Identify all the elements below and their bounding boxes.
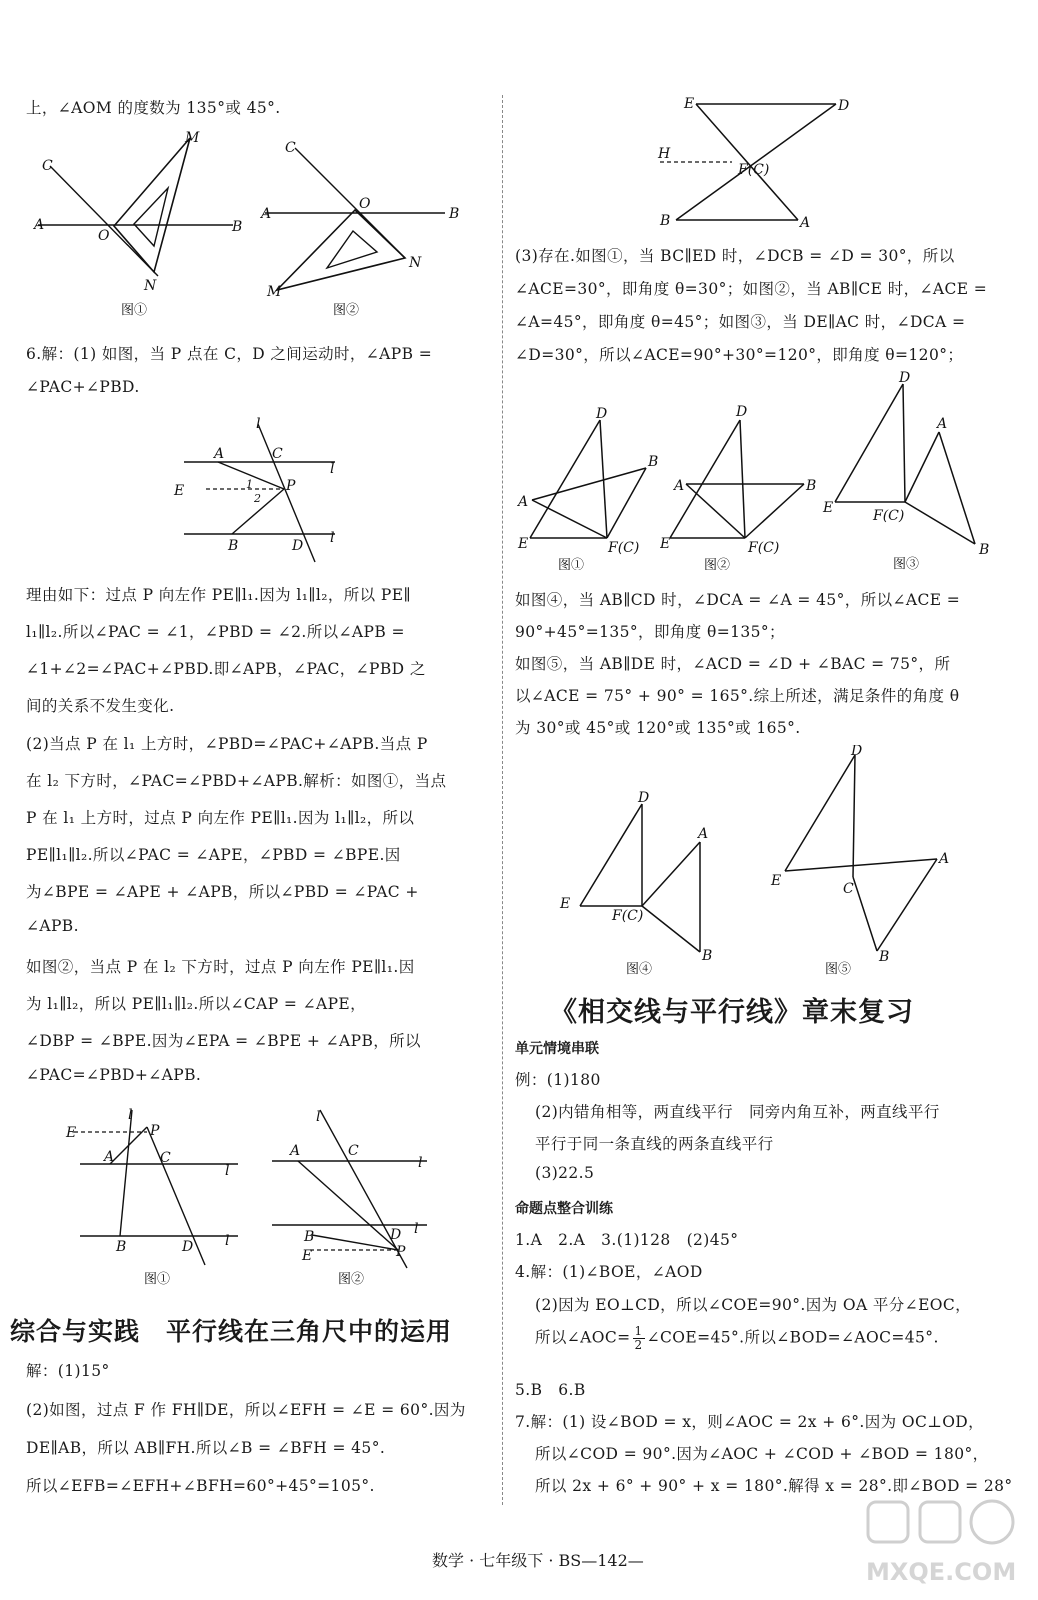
text-line: 所以∠EFB=∠EFH+∠BFH=60°+45°=105°. — [26, 1477, 375, 1495]
svg-text:C: C — [285, 140, 296, 156]
section-title: 综合与实践 平行线在三角尺中的运用 — [10, 1317, 453, 1346]
svg-text:B: B — [232, 219, 243, 235]
svg-text:H: H — [658, 146, 671, 162]
svg-text:l: l — [330, 461, 335, 477]
svg-text:1: 1 — [246, 478, 253, 491]
figure-theta-3 — [815, 368, 1005, 573]
text-line: ∠1+∠2=∠PAC+∠PBD.即∠APB，∠PAC，∠PBD 之 — [26, 660, 426, 678]
figure-caption: 图④ — [626, 962, 653, 977]
text-line: (2)内错角相等，两直线平行 同旁内角互补，两直线平行 — [535, 1103, 940, 1121]
text-line: ∠PAC+∠PBD. — [26, 378, 140, 396]
text-line: 1.A 2.A 3.(1)128 (2)45° — [515, 1231, 739, 1249]
text-line: 间的关系不发生变化. — [26, 697, 175, 715]
svg-text:D: D — [736, 404, 748, 420]
svg-text:E: E — [560, 896, 571, 912]
text-line: 5.B 6.B — [515, 1381, 586, 1399]
svg-text:A: A — [698, 826, 709, 842]
svg-text:l: l — [128, 1107, 133, 1123]
svg-text:D: D — [182, 1239, 194, 1255]
svg-text:E: E — [518, 536, 529, 552]
svg-text:l: l — [316, 1109, 321, 1125]
svg-text:2: 2 — [254, 492, 261, 505]
svg-text:C: C — [272, 446, 283, 462]
subsection-title: 单元情境串联 — [515, 1041, 599, 1057]
svg-text:A: A — [518, 494, 529, 510]
figure-theta-2 — [660, 380, 820, 570]
page-footer: 数学 · 七年级下 · BS—142— — [432, 1551, 644, 1570]
text-line: (2)当点 P 在 l₁ 上方时，∠PBD=∠PAC+∠APB.当点 P — [26, 735, 428, 753]
figure-aom-1 — [28, 128, 258, 320]
text-fragment: ∠COE=45°.所以∠BOD=∠AOC=45°. — [646, 1328, 939, 1347]
svg-text:A: A — [34, 217, 45, 233]
svg-text:l: l — [225, 1233, 230, 1249]
svg-text:A: A — [939, 851, 950, 867]
text-line: ∠APB. — [26, 917, 79, 935]
figure-caption: 图② — [704, 558, 731, 570]
svg-text:D: D — [899, 370, 911, 386]
text-line: 90°+45°=135°，即角度 θ=135°； — [515, 623, 785, 641]
text-line: l₁∥l₂.所以∠PAC = ∠1，∠PBD = ∠2.所以∠APB = — [26, 623, 405, 641]
svg-text:B: B — [702, 948, 713, 964]
svg-text:F(C): F(C) — [612, 908, 644, 924]
text-fragment: 所以∠AOC= — [535, 1328, 631, 1347]
svg-text:A: A — [800, 215, 811, 231]
svg-text:B: B — [116, 1239, 127, 1255]
text-line: 所以∠COD = 90°.因为∠AOC + ∠COD + ∠BOD = 180°， — [535, 1445, 989, 1463]
svg-text:B: B — [979, 542, 990, 558]
svg-text:l: l — [414, 1221, 419, 1237]
svg-text:O: O — [98, 228, 110, 244]
text-line: PE∥l₁∥l₂.所以∠PAC = ∠APE，∠PBD = ∠BPE.因 — [26, 846, 401, 864]
svg-text:D: D — [596, 406, 608, 422]
svg-text:A: A — [214, 446, 225, 462]
svg-text:B: B — [228, 538, 239, 554]
text-line: 平行于同一条直线的两条直线平行 — [535, 1135, 774, 1153]
svg-text:A: A — [104, 1149, 115, 1165]
figure-caption: 图② — [333, 303, 360, 318]
text-line: 以∠ACE = 75° + 90° = 165°.综上所述，满足条件的角度 θ — [515, 687, 960, 705]
svg-text:E: E — [302, 1248, 313, 1264]
svg-text:F(C): F(C) — [738, 162, 770, 178]
text-line: 上，∠AOM 的度数为 135°或 45°. — [26, 99, 281, 117]
figure-theta-4 — [550, 790, 730, 980]
text-line: 4.解：(1)∠BOE，∠AOD — [515, 1263, 703, 1281]
svg-text:B: B — [449, 206, 460, 222]
figure-caption: 图① — [121, 303, 148, 318]
text-line: ∠PAC=∠PBD+∠APB. — [26, 1066, 202, 1084]
fraction-numerator: 1 — [634, 1324, 643, 1338]
figure-fh-de — [640, 88, 870, 238]
figure-parallel-p — [170, 412, 360, 564]
svg-text:A: A — [674, 478, 685, 494]
svg-text:l: l — [330, 530, 335, 546]
svg-text:A: A — [290, 1143, 301, 1159]
svg-text:P: P — [396, 1244, 406, 1260]
column-divider — [502, 95, 503, 1505]
text-line-with-fraction — [535, 1325, 939, 1352]
svg-text:C: C — [348, 1143, 359, 1159]
figure-caption: 图② — [338, 1272, 365, 1287]
text-line: 7.解：(1) 设∠BOD = x，则∠AOC = 2x + 6°.因为 OC⊥OD， — [515, 1413, 985, 1431]
svg-text:D: D — [292, 538, 304, 554]
svg-text:F(C): F(C) — [608, 540, 640, 556]
svg-text:E: E — [684, 96, 695, 112]
svg-text:E: E — [771, 873, 782, 889]
svg-text:N: N — [409, 255, 422, 271]
svg-text:MXQE.COM: MXQE.COM — [866, 1558, 1017, 1586]
text-line: 为 l₁∥l₂，所以 PE∥l₁∥l₂.所以∠CAP = ∠APE， — [26, 995, 367, 1013]
svg-text:E: E — [823, 500, 834, 516]
svg-text:C: C — [42, 158, 53, 174]
text-line: 所以 2x + 6° + 90° + x = 180°.解得 x = 28°.即∠BOD = 28° — [535, 1477, 1013, 1495]
figure-aom-2 — [255, 128, 465, 320]
svg-text:F(C): F(C) — [873, 508, 905, 524]
figure-theta-5 — [765, 745, 965, 980]
svg-text:P: P — [150, 1123, 160, 1139]
svg-text:N: N — [144, 278, 157, 294]
fraction-denominator: 2 — [634, 1338, 643, 1352]
text-line: 例：(1)180 — [515, 1071, 601, 1089]
figure-p-below — [262, 1105, 462, 1295]
text-line: P 在 l₁ 上方时，过点 P 向左作 PE∥l₁.因为 l₁∥l₂，所以 — [26, 809, 415, 827]
text-line: 为 30°或 45°或 120°或 135°或 165°. — [515, 719, 801, 737]
fraction — [633, 1325, 645, 1352]
figure-caption: 图⑤ — [825, 962, 852, 977]
figure-caption: 图① — [558, 558, 585, 570]
svg-text:D: D — [390, 1227, 402, 1243]
svg-text:B: B — [879, 949, 890, 965]
svg-text:B: B — [304, 1229, 315, 1245]
text-line: 理由如下：过点 P 向左作 PE∥l₁.因为 l₁∥l₂，所以 PE∥ — [26, 586, 411, 604]
figure-p-above — [62, 1105, 252, 1295]
svg-text:B: B — [648, 454, 659, 470]
text-line: ∠A=45°，即角度 θ=45°；如图③，当 DE∥AC 时，∠DCA = — [515, 313, 966, 331]
svg-text:l: l — [225, 1163, 230, 1179]
text-line: (3)22.5 — [535, 1164, 595, 1182]
text-line: 在 l₂ 下方时，∠PAC=∠PBD+∠APB.解析：如图①，当点 — [26, 772, 447, 790]
svg-text:E: E — [174, 483, 185, 499]
text-line: 如图④，当 AB∥CD 时，∠DCA = ∠A = 45°，所以∠ACE = — [515, 591, 961, 609]
text-line: ∠D=30°，所以∠ACE=90°+30°=120°，即角度 θ=120°； — [515, 346, 964, 364]
svg-text:O: O — [359, 196, 371, 212]
svg-text:C: C — [843, 881, 854, 897]
svg-text:P: P — [286, 478, 296, 494]
text-line: (2)因为 EO⊥CD，所以∠COE=90°.因为 OA 平分∠EOC， — [535, 1296, 972, 1314]
figure-caption: 图① — [144, 1272, 171, 1287]
svg-text:D: D — [638, 790, 650, 806]
subsection-title: 命题点整合训练 — [515, 1201, 613, 1217]
svg-text:A: A — [261, 206, 272, 222]
svg-text:M: M — [185, 130, 200, 146]
text-line: DE∥AB，所以 AB∥FH.所以∠B = ∠BFH = 45°. — [26, 1439, 386, 1457]
svg-text:l: l — [256, 416, 261, 432]
svg-text:B: B — [660, 213, 671, 229]
svg-text:C: C — [160, 1150, 171, 1166]
text-line: 6.解：(1) 如图，当 P 点在 C，D 之间运动时，∠APB = — [26, 345, 433, 363]
figure-caption: 图③ — [893, 557, 920, 572]
watermark-logo — [862, 1492, 1032, 1592]
svg-text:l: l — [418, 1155, 423, 1171]
svg-text:M: M — [267, 284, 282, 300]
svg-text:A: A — [937, 416, 948, 432]
text-line: 为∠BPE = ∠APE + ∠APB，所以∠PBD = ∠PAC + — [26, 883, 419, 901]
svg-text:E: E — [660, 536, 671, 552]
text-line: (3)存在.如图①，当 BC∥ED 时，∠DCB = ∠D = 30°，所以 — [515, 247, 955, 265]
svg-text:F(C): F(C) — [748, 540, 780, 556]
svg-text:B: B — [806, 478, 817, 494]
text-line: 解：(1)15° — [26, 1362, 110, 1380]
text-line: (2)如图，过点 F 作 FH∥DE，所以∠EFH = ∠E = 60°.因为 — [26, 1401, 466, 1419]
text-line: ∠ACE=30°，即角度 θ=30°；如图②，当 AB∥CE 时，∠ACE = — [515, 280, 988, 298]
text-line: ∠DBP = ∠BPE.因为∠EPA = ∠BPE + ∠APB，所以 — [26, 1032, 421, 1050]
svg-text:E: E — [66, 1125, 77, 1141]
text-line: 如图②，当点 P 在 l₂ 下方时，过点 P 向左作 PE∥l₁.因 — [26, 958, 415, 976]
text-line: 如图⑤，当 AB∥DE 时，∠ACD = ∠D + ∠BAC = 75°，所 — [515, 655, 951, 673]
svg-text:D: D — [838, 98, 850, 114]
figure-theta-1 — [510, 380, 660, 570]
chapter-title: 《相交线与平行线》章末复习 — [550, 997, 914, 1028]
svg-text:D: D — [851, 745, 863, 759]
